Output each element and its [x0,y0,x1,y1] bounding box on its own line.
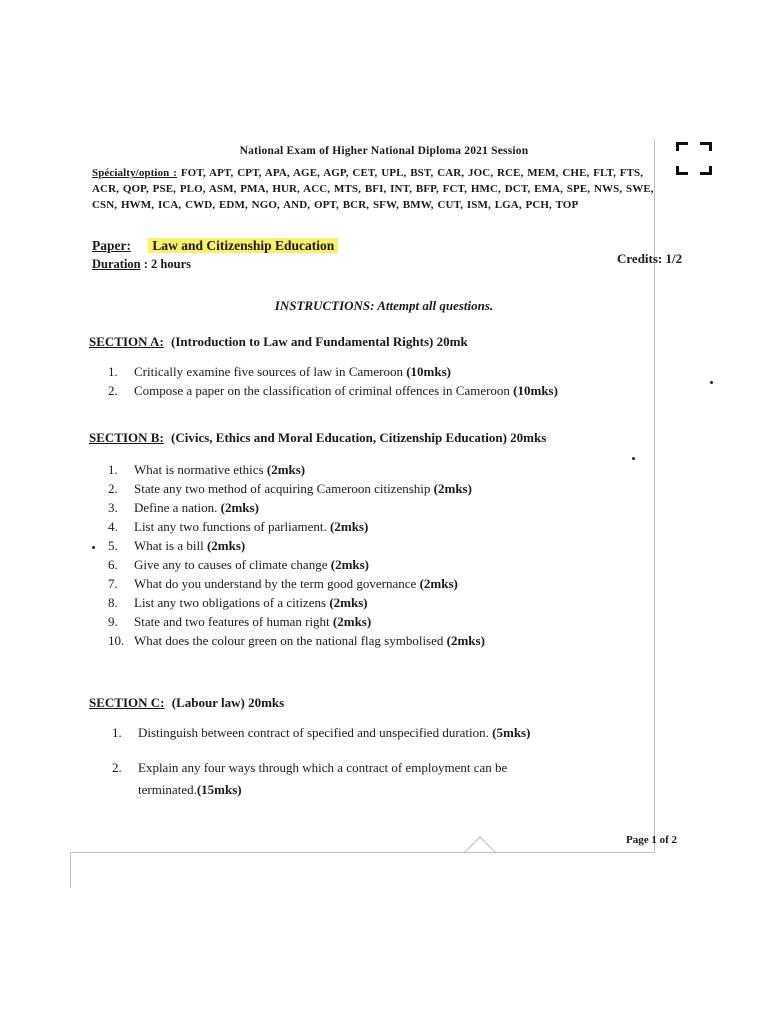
question-item [108,381,558,400]
question-marks: (10mks) [406,364,451,379]
question-number: 7. [108,576,118,591]
scan-border-right [654,140,655,852]
section-c-heading: (Labour law) 20mks [171,695,285,710]
question-item [108,536,485,555]
question-text: Give any to causes of climate change [134,557,331,572]
question-marks: (2mks) [206,538,246,553]
section-c-label: SECTION C: [89,695,165,710]
specialty-options [92,165,662,213]
question-text: Define a nation. [134,500,221,515]
question-text: What do you understand by the term good governance [134,576,420,591]
question-number: 1. [108,462,118,477]
question-number: 1. [108,364,118,379]
section-a-heading: (Introduction to Law and Fundamental Rights) 20mk [171,334,468,349]
question-text: State any two method of acquiring Cameroon citizenship [134,481,434,496]
question-item [108,612,485,631]
scan-border-left [70,852,71,888]
question-number: 1. [112,725,122,740]
corner-mark-br-v [709,166,712,175]
question-number: 4. [108,519,118,534]
question-marks: (2mks) [433,481,472,496]
question-marks: (10mks) [513,383,558,398]
scan-border-notch [462,836,498,854]
question-text: State and two features of human right [134,614,333,629]
scan-dot [632,457,635,460]
question-item [108,593,485,612]
duration-label: Duration [92,257,141,271]
question-number: 3. [108,500,118,515]
question-text: What is a bill [134,538,207,553]
question-marks: (2mks) [266,462,306,477]
question-number: 5. [108,538,118,553]
question-marks: (2mks) [330,557,370,572]
section-a-questions [108,362,558,400]
question-marks: (2mks) [329,595,368,610]
duration-row [92,257,191,272]
question-number: 8. [108,595,118,610]
question-text: Compose a paper on the classification of criminal offences in Cameroon [134,383,514,398]
question-text: Critically examine five sources of law in Cameroon [134,364,407,379]
scan-dot [92,546,95,549]
section-b-questions [108,460,485,650]
question-marks: (2mks) [419,576,458,591]
question-number: 6. [108,557,118,572]
question-item [108,460,485,479]
section-c-question-2 [112,757,507,801]
question-item [108,574,485,593]
question-text: List any two functions of parliament. [134,519,331,534]
corner-mark-bl-v [676,166,679,175]
credits: Credits: 1/2 [617,251,683,266]
question-text-line1: Explain any four ways through which a contract of employment can be [138,760,508,775]
question-marks: (2mks) [220,500,259,515]
section-b-label: SECTION B: [89,430,164,445]
question-item [108,479,485,498]
scan-dot [710,381,713,384]
question-marks: (2mks) [330,519,369,534]
question-item [108,555,485,574]
question-text: What is normative ethics [134,462,267,477]
section-a-title [89,334,468,350]
question-marks: (2mks) [446,633,485,648]
paper-title: Law and Citizenship Education [148,238,338,253]
question-marks: (15mks) [196,782,242,797]
instructions: INSTRUCTIONS: Attempt all questions. [274,298,494,313]
section-b-title [89,430,546,446]
question-number: 9. [108,614,118,629]
question-text-line2: terminated. [138,782,197,797]
section-c-title [89,695,284,711]
question-number: 2. [112,760,122,775]
question-marks: (2mks) [332,614,372,629]
question-item [108,517,485,536]
page-number: Page 1 of 2 [626,834,678,846]
section-c-question-1 [112,722,530,744]
scan-border-bottom [70,852,655,853]
paper-row [92,238,338,254]
question-text: What does the colour green on the national flag symbolised [134,633,447,648]
question-number: 2. [108,383,118,398]
question-marks: (5mks) [492,725,531,740]
section-a-label: SECTION A: [89,334,164,349]
duration-value: : 2 hours [143,257,191,271]
specialty-label: Spécialty/option : [92,167,177,179]
question-number: 2. [108,481,118,496]
section-b-heading: (Civics, Ethics and Moral Education, Citizenship Education) 20mks [171,430,547,445]
question-number: 10. [108,633,125,648]
paper-label: Paper: [92,238,131,253]
exam-title: National Exam of Higher National Diploma 2021 Session [239,145,529,157]
question-text: List any two obligations of a citizens [134,595,330,610]
specialty-codes: FOT, APT, CPT, APA, AGE, AGP, CET, UPL, BST, CAR, JOC, RCE, MEM, CHE, FLT, FTS, ACR, QOP, PSE, PLO, ASM, PMA, HUR, ACC, MTS, BFI, INT, BFP, FCT, HMC, DCT, EMA, SPE, NWS, SWE, CSN, HWM, ICA, CWD, EDM, NGO, AND, OPT, BCR, SFW, BMW, CUT, ISM, LGA, PCH, TOP [92,167,654,211]
question-item [108,362,558,381]
question-item [108,631,485,650]
question-text: Distinguish between contract of specified and unspecified duration. [138,725,493,740]
question-item [108,498,485,517]
